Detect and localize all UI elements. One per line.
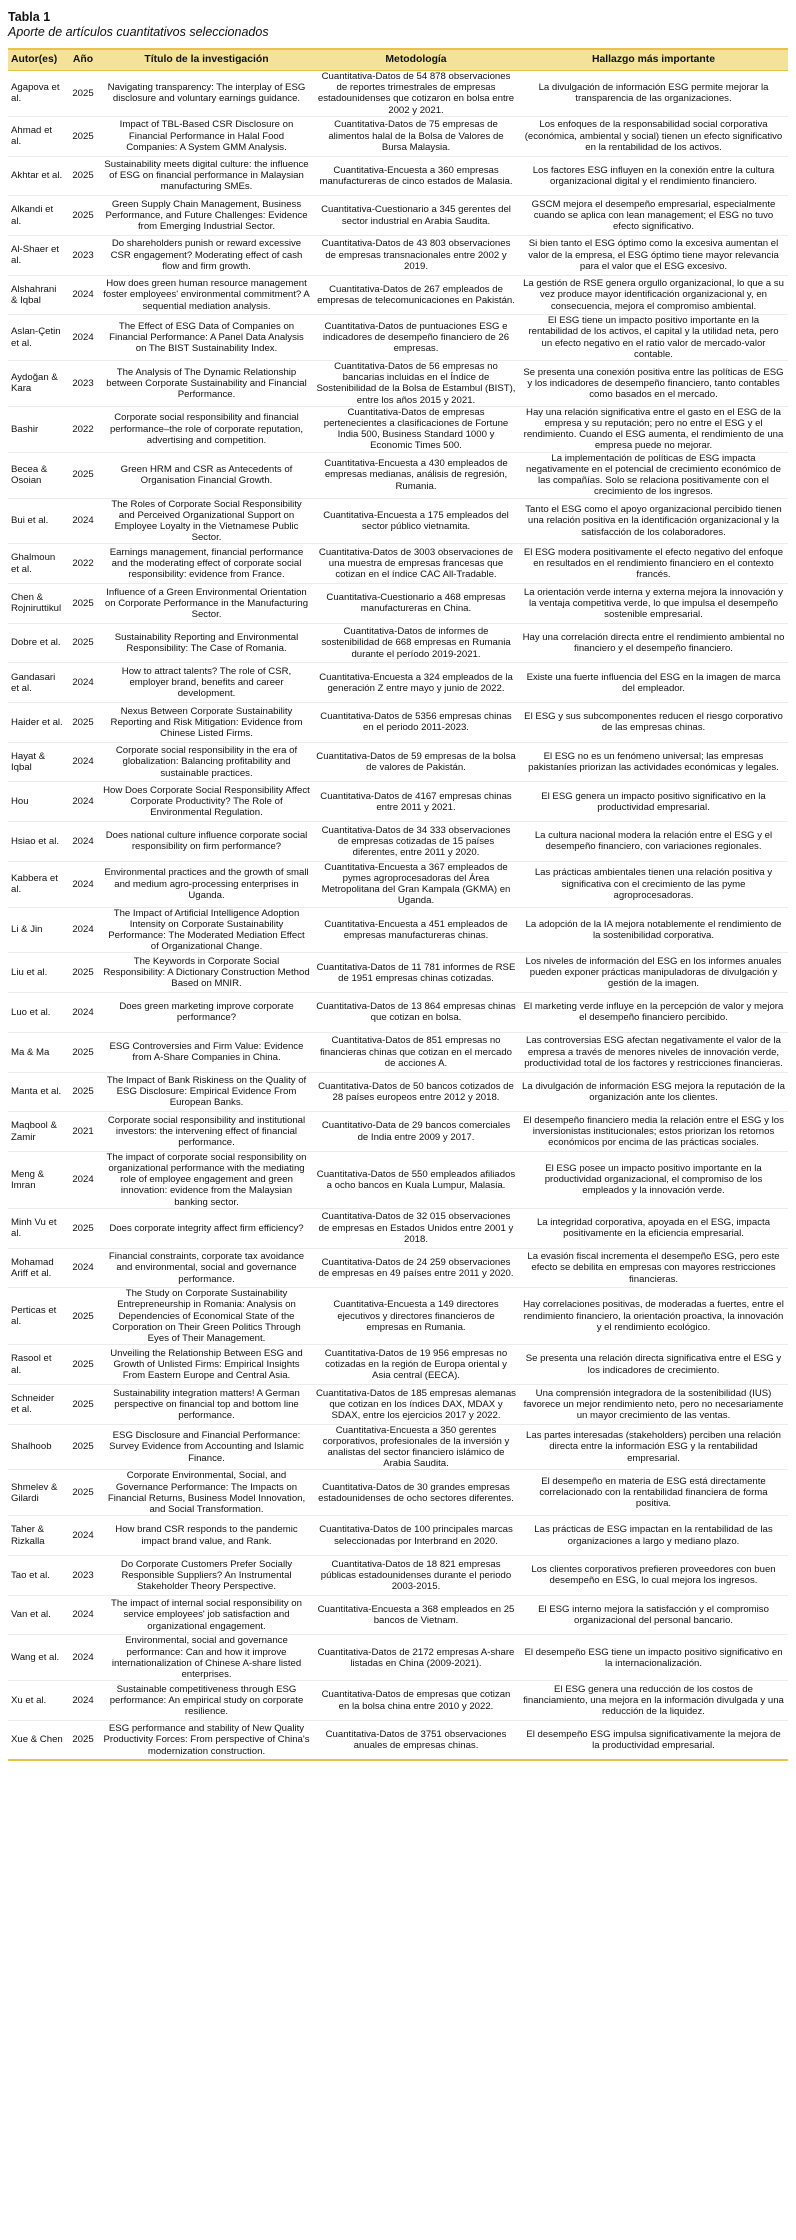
header-author: Autor(es) (8, 49, 66, 71)
author-cell: Mohamad Ariff et al. (11, 1256, 54, 1279)
year-cell: 2024 (72, 756, 94, 768)
title-cell: Impact of TBL-Based CSR Disclosure on Financial Performance in Halal Food Companies: A System GMM Analysis. (119, 119, 294, 153)
method-cell: Cuantitativa-Datos de 4167 empresas chinas entre 2011 y 2021. (320, 790, 512, 813)
author-cell: Aslan-Çetin et al. (11, 326, 61, 349)
year-cell: 2025 (72, 1222, 94, 1234)
table-row (8, 1595, 788, 1635)
table-row (8, 1635, 788, 1681)
method-cell: Cuantitativa-Encuesta a 149 directores ejecutivos y directores financieros de empresas en Rumania. (333, 1299, 499, 1333)
title-cell: Influence of a Green Environmental Orientation on Corporate Performance in the Manufacturing Sector. (104, 586, 309, 620)
method-cell: Cuantitativa-Datos de 3751 observaciones anuales de empresas chinas. (325, 1728, 507, 1751)
author-cell: Aydoğan & Kara (11, 372, 58, 395)
table-title: Tabla 1 (8, 10, 51, 24)
author-cell: Manta et al. (11, 1086, 62, 1098)
year-cell: 2024 (72, 1609, 94, 1621)
finding-cell: El ESG interno mejora la satisfacción y el compromiso organizacional del personal bancario. (538, 1603, 769, 1626)
method-cell: Cuantitativa-Encuesta a 430 empleados de empresas medianas, análisis de regresión, Rumania. (324, 458, 508, 492)
table-row (8, 1424, 788, 1470)
finding-cell: La adopción de la IA mejora notablemente el rendimiento de la sostenibilidad corporativa. (525, 918, 782, 942)
finding-cell: El desempeño ESG tiene un impacto positivo significativo en la internacionalización. (524, 1646, 783, 1669)
title-cell: How Does Corporate Social Responsibility Affect Corporate Productivity? The Role of Environmental Regulation. (103, 784, 310, 819)
title-cell: Does national culture influence corporate social responsibility on firm performance? (105, 830, 308, 853)
author-cell: Taher & Rizkalla (11, 1524, 45, 1547)
author-cell: Haider et al. (11, 716, 63, 728)
author-cell: Dobre et al. (11, 637, 61, 649)
method-cell: Cuantitativa-Encuesta a 175 empleados del sector público vietnamita. (323, 509, 509, 532)
table-row (8, 71, 788, 117)
method-cell: Cuantitativa-Datos de 550 empleados afiliados a ocho bancos en Kuala Lumpur, Malasia. (316, 1168, 516, 1191)
author-cell: Alshahrani & Iqbal (11, 283, 57, 306)
table-row (8, 953, 788, 993)
year-cell: 2025 (72, 170, 94, 182)
title-cell: Nexus Between Corporate Sustainability Reporting and Risk Mitigation: Evidence from Chinese Listed Firms. (110, 705, 303, 739)
table-row (8, 156, 788, 196)
year-cell: 2024 (72, 1174, 94, 1186)
finding-cell: La orientación verde interna y externa mejora la innovación y la ventaja competitiva verde, lo que impulsa el desempeño sostenible empresarial. (523, 586, 784, 620)
year-cell: 2025 (72, 87, 94, 99)
method-cell: Cuantitativo-Data de 29 bancos comerciales de India entre 2009 y 2017. (321, 1120, 511, 1143)
title-cell: Sustainability Reporting and Environmental Responsibility: The Case of Romania. (114, 631, 299, 655)
finding-cell: Si bien tanto el ESG óptimo como la excesiva aumentan el valor de la empresa, el ESG óptimo tiene mayor relevancia para el valor que el ESG excesivo. (528, 238, 779, 272)
finding-cell: El desempeño financiero media la relación entre el ESG y los inversionistas institucionales; estos priorizan los retornos económicos por encima de las prácticas sociales. (523, 1114, 784, 1149)
author-cell: Li & Jin (11, 924, 43, 936)
author-cell: Liu et al. (11, 967, 48, 979)
table-row (8, 1720, 788, 1760)
method-cell: Cuantitativa-Encuesta a 451 empleados de empresas manufactureras chinas. (324, 918, 508, 942)
method-cell: Cuantitativa-Encuesta a 360 empresas manufactureras de cinco estados de Malasia. (319, 164, 513, 187)
method-cell: Cuantitativa-Datos de 5356 empresas chinas en el periodo 2011-2023. (320, 711, 512, 734)
author-cell: Agapova et al. (11, 82, 60, 105)
table-row (8, 406, 788, 452)
author-cell: Meng & Imran (11, 1168, 45, 1191)
method-cell: Cuantitativa-Datos de empresas que cotizan en la bolsa china entre 2010 y 2022. (321, 1689, 511, 1712)
year-cell: 2023 (72, 377, 94, 389)
author-cell: Maqbool & Zamir (11, 1120, 57, 1143)
title-cell: The impact of internal social responsibility on service employees' job satisfaction and organizational engagement. (111, 1598, 302, 1632)
year-cell: 2025 (72, 597, 94, 609)
finding-cell: Los clientes corporativos prefieren proveedores con buen desempeño en ESG, lo cual mejora los ingresos. (531, 1564, 776, 1587)
year-cell: 2024 (72, 1694, 94, 1706)
year-cell: 2025 (72, 967, 94, 979)
year-cell: 2024 (72, 1530, 94, 1542)
year-cell: 2025 (72, 469, 94, 481)
finding-cell: La gestión de RSE genera orgullo organizacional, lo que a su vez produce mayor identificación organizacional y, en consecuencia, mejora el compromiso ambiental. (523, 278, 784, 312)
author-cell: Perticas et al. (11, 1305, 57, 1328)
method-cell: Cuantitativa-Datos de 75 empresas de alimentos halal de la Bolsa de Valores de Bursa Malaysia. (328, 119, 504, 153)
method-cell: Cuantitativa-Datos de 30 grandes empresas estadounidenses de ocho sectores diferentes. (318, 1481, 514, 1504)
author-cell: Luo et al. (11, 1006, 51, 1018)
table-row (8, 1151, 788, 1208)
title-cell: How does green human resource management foster employees' environmental commitment? A sequential mediation analysis. (103, 278, 310, 312)
method-cell: Cuantitativa-Encuesta a 368 empleados en 25 bancos de Vietnam. (317, 1603, 515, 1626)
year-cell: 2024 (72, 924, 94, 936)
title-cell: Sustainability meets digital culture: the influence of ESG on financial performance in Malaysian manufacturing SMEs. (104, 159, 309, 193)
title-cell: Do shareholders punish or reward excessive CSR engagement? Moderating effect of cash flow and firm growth. (110, 238, 303, 272)
method-cell: Cuantitativa-Cuestionario a 345 gerentes del sector industrial en Arabia Saudita. (321, 204, 511, 227)
title-cell: Corporate social responsibility and institutional investors: the intervening effect of financial performance. (107, 1114, 306, 1149)
table-row (8, 1072, 788, 1112)
author-cell: Shalhoob (11, 1441, 52, 1453)
table-row (8, 1681, 788, 1721)
title-cell: The Analysis of The Dynamic Relationship between Corporate Sustainability and Financial Performance. (106, 366, 307, 401)
author-cell: Hayat & Iqbal (11, 750, 46, 774)
finding-cell: El desempeño ESG impulsa significativamente la mejora de la productividad empresarial. (526, 1728, 781, 1751)
finding-cell: Los enfoques de la responsabilidad social corporativa (económica, ambiental y social) tienen un efecto significativo en la rentabilidad de los activos. (524, 119, 783, 153)
header-method: Metodología (313, 49, 519, 71)
year-cell: 2024 (72, 1652, 94, 1664)
title-cell: How to attract talents? The role of CSR, employer brand, benefits and career development. (121, 665, 292, 700)
method-cell: Cuantitativa-Cuestionario a 468 empresas manufactureras en China. (326, 592, 506, 615)
author-cell: Alkandi et al. (11, 204, 54, 227)
year-cell: 2024 (72, 835, 94, 847)
year-cell: 2024 (72, 332, 94, 344)
year-cell: 2025 (72, 1359, 94, 1371)
title-cell: The Impact of Artificial Intelligence Adoption Intensity on Corporate Sustainability Performance: The Moderated Mediation Effect of Organizational Change. (108, 907, 305, 953)
table-body (8, 71, 788, 1761)
method-cell: Cuantitativa-Datos de 56 empresas no bancarias incluidas en el Índice de Sostenibilidad de la Bolsa de Estambul (BIST), entre los años 2015 y 2021. (316, 361, 516, 406)
table-row (8, 584, 788, 624)
title-cell: Financial constraints, corporate tax avoidance and environmental, social and governance performance. (108, 1251, 305, 1285)
year-cell: 2024 (72, 1006, 94, 1018)
table-row (8, 1288, 788, 1345)
method-cell: Cuantitativa-Datos de 59 empresas de la bolsa de valores de Pakistán. (316, 750, 516, 774)
finding-cell: Las controversias ESG afectan negativamente el valor de la empresa a través de menores niveles de innovación verde, productividad total de los factores y restricciones financieras. (524, 1035, 783, 1069)
table-row (8, 235, 788, 275)
year-cell: 2024 (72, 1262, 94, 1274)
table-row (8, 907, 788, 953)
year-cell: 2025 (72, 1734, 94, 1746)
table-row (8, 1032, 788, 1072)
author-cell: Tao et al. (11, 1569, 50, 1581)
author-cell: Van et al. (11, 1609, 51, 1621)
method-cell: Cuantitativa-Datos de 34 333 observaciones de empresas cotizadas de 15 países diferentes, entre 2011 y 2020. (321, 824, 511, 859)
finding-cell: Los niveles de información del ESG en los informes anuales pueden exponer prácticas manipuladoras de divulgación y gestión de la imagen. (525, 955, 782, 990)
author-cell: Hsiao et al. (11, 835, 59, 847)
table-row (8, 1345, 788, 1385)
finding-cell: GSCM mejora el desempeño empresarial, especialmente cuando se aplica con lean management; el ESG no tuvo efecto significativo. (531, 198, 776, 233)
table-row (8, 703, 788, 743)
year-cell: 2023 (72, 1569, 94, 1581)
year-cell: 2025 (72, 1310, 94, 1322)
finding-cell: La divulgación de información ESG permite mejorar la transparencia de las organizaciones. (538, 82, 769, 105)
title-cell: Does corporate integrity affect firm efficiency? (109, 1222, 304, 1234)
method-cell: Cuantitativa-Datos de 185 empresas alemanas que cotizan en los índices DAX, MDAX y SDAX, entre los ejercicios 2017 y 2022. (316, 1387, 516, 1421)
finding-cell: Hay una correlación directa entre el rendimiento ambiental no financiero y el desempeño financiero. (522, 631, 785, 655)
finding-cell: La divulgación de información ESG mejora la reputación de la organización ante los clientes. (522, 1080, 785, 1103)
title-cell: The Roles of Corporate Social Responsibility and Perceived Organizational Support on Employee Loyalty in the Vietnamese Public Sector. (111, 498, 302, 544)
year-cell: 2021 (72, 1125, 94, 1137)
header-finding: Hallazgo más importante (519, 49, 788, 71)
table-row (8, 1470, 788, 1516)
finding-cell: Hay una relación significativa entre el gasto en el ESG de la empresa y su reputación; pero no entre el ESG y el rendimiento. Cuando el ESG aumenta, el rendimiento de una empresa puede no mejorar. (523, 406, 784, 452)
title-cell: ESG Controversies and Firm Value: Evidence from A-Share Companies in China. (109, 1040, 304, 1064)
year-cell: 2024 (72, 677, 94, 689)
year-cell: 2023 (72, 249, 94, 261)
method-cell: Cuantitativa-Datos de 11 781 informes de RSE de 1951 empresas chinas cotizadas. (316, 961, 516, 984)
table-row (8, 1208, 788, 1248)
title-cell: Green HRM and CSR as Antecedents of Organisation Financial Growth. (120, 463, 293, 487)
title-cell: ESG performance and stability of New Quality Productivity Forces: From perspective of China's modernization construction. (103, 1723, 310, 1757)
table-row (8, 315, 788, 361)
title-cell: The Study on Corporate Sustainability Entrepreneurship in Romania: Analysis on Dependencies of Economical State of the Corporation on Their Green Politics Through Eyes of Their Management. (112, 1288, 301, 1345)
method-cell: Cuantitativa-Datos de 54 878 observaciones de reportes trimestrales de empresas estadounidenses que cotizaron en bolsa entre 2002 y 2021. (317, 71, 515, 116)
finding-cell: Los factores ESG influyen en la conexión entre la cultura organizacional digital y el rendimiento financiero. (532, 164, 775, 187)
year-cell: 2025 (72, 716, 94, 728)
method-cell: Cuantitativa-Datos de 18 821 empresas públicas estadounidenses durante el periodo 2003-2015. (320, 1558, 512, 1592)
finding-cell: El desempeño en materia de ESG está directamente correlacionado con la rentabilidad financiera de forma positiva. (539, 1476, 768, 1510)
table-row (8, 1516, 788, 1556)
finding-cell: Las partes interesadas (stakeholders) perciben una relación directa entre la información ESG y la rentabilidad empresarial. (526, 1430, 781, 1464)
table-row (8, 361, 788, 407)
method-cell: Cuantitativa-Encuesta a 324 empleados de la generación Z entre mayo y junio de 2022. (319, 671, 513, 694)
finding-cell: El ESG posee un impacto positivo importante en la productividad organizacional, el compromiso de los empleados y la innovación verde. (544, 1163, 763, 1197)
table-row (8, 742, 788, 782)
year-cell: 2024 (72, 515, 94, 527)
table-row (8, 993, 788, 1033)
method-cell: Cuantitativa-Datos de puntuaciones ESG e indicadores de desempeño financiero de 26 empresas. (322, 320, 510, 355)
author-cell: Minh Vu et al. (11, 1217, 57, 1240)
table-row (8, 1112, 788, 1152)
title-cell: Environmental practices and the growth of small and medium agro-processing enterprises in Uganda. (104, 867, 309, 901)
table-row (8, 498, 788, 544)
finding-cell: Hay correlaciones positivas, de moderadas a fuertes, entre el rendimiento financiero, la orientación proactiva, la innovación y el rendimiento ecológico. (523, 1299, 784, 1333)
title-cell: Corporate Environmental, Social, and Governance Performance: The Impacts on Financial Returns, Business Model Innovation, and Social Transformation. (107, 1470, 306, 1516)
finding-cell: La evasión fiscal incrementa el desempeño ESG, pero este efecto se debilita en empresas con mayores restricciones financieras. (527, 1251, 780, 1285)
method-cell: Cuantitativa-Encuesta a 367 empleados de pymes agroprocesadoras del Área Metropolitana del Gran Kampala (GKMA) en Uganda. (321, 861, 511, 907)
finding-cell: El ESG genera una reducción de los costos de financiamiento, una mejora en la información divulgada y una reducción de la liquidez. (523, 1683, 784, 1718)
finding-cell: La implementación de políticas de ESG impacta negativamente en el potencial de crecimiento económico de las compañías. Solo se relaciona positivamente con el crecimiento de los ingresos. (526, 452, 781, 498)
header-title: Título de la investigación (100, 49, 313, 71)
year-cell: 2024 (72, 289, 94, 301)
year-cell: 2025 (72, 1046, 94, 1058)
author-cell: Kabbera et al. (11, 873, 58, 896)
title-cell: The Keywords in Corporate Social Responsibility: A Dictionary Construction Method Based on MNIR. (103, 955, 310, 990)
author-cell: Akhtar et al. (11, 170, 63, 182)
author-cell: Bui et al. (11, 515, 49, 527)
method-cell: Cuantitativa-Datos de 267 empleados de empresas de telecomunicaciones en Pakistán. (317, 283, 515, 306)
table-row (8, 275, 788, 315)
table-row (8, 544, 788, 584)
author-cell: Ma & Ma (11, 1046, 50, 1058)
header-year: Año (66, 49, 100, 71)
author-cell: Rasool et al. (11, 1353, 52, 1376)
table-subtitle: Aporte de artículos cuantitativos seleccionados (8, 25, 269, 39)
author-cell: Ahmad et al. (11, 124, 53, 148)
title-cell: Corporate social responsibility in the era of globalization: Balancing profitability and sustainable practices. (115, 745, 298, 779)
finding-cell: El ESG y sus subcomponentes reducen el riesgo corporativo de las empresas chinas. (524, 711, 783, 734)
title-cell: Do Corporate Customers Prefer Socially Responsible Suppliers? An Instrumental Stakeholder Theory Perspective. (120, 1558, 293, 1592)
year-cell: 2024 (72, 878, 94, 890)
author-cell: Ghalmoun et al. (11, 552, 56, 575)
finding-cell: La cultura nacional modera la relación entre el ESG y el desempeño financiero, con variaciones regionales. (534, 830, 773, 853)
table-row (8, 1384, 788, 1424)
author-cell: Gandasari et al. (11, 671, 56, 694)
method-cell: Cuantitativa-Datos de 13 864 empresas chinas que cotizan en bolsa. (316, 1001, 516, 1024)
table-row (8, 196, 788, 236)
table-row (8, 861, 788, 907)
studies-table (8, 48, 788, 1761)
finding-cell: Existe una fuerte influencia del ESG en la imagen de marca del empleador. (526, 671, 781, 694)
method-cell: Cuantitativa-Datos de informes de sostenibilidad de 668 empresas en Rumania durante el período 2019-2021. (321, 626, 511, 660)
method-cell: Cuantitativa-Datos de empresas pertenecientes a clasificaciones de Fortune India 500, Business Standard 1000 y Economic Times 500. (323, 406, 509, 452)
method-cell: Cuantitativa-Datos de 43 803 observaciones de empresas transnacionales entre 2002 y 2019. (321, 238, 511, 272)
finding-cell: El ESG genera un impacto positivo significativo en la productividad empresarial. (541, 790, 766, 813)
method-cell: Cuantitativa-Datos de 24 259 observaciones de empresas en 49 países entre 2011 y 2020. (318, 1256, 514, 1279)
table-row (8, 782, 788, 822)
author-cell: Becea & Osoian (11, 463, 48, 487)
finding-cell: Se presenta una relación directa significativa entre el ESG y los indicadores de crecimiento. (525, 1353, 782, 1376)
year-cell: 2025 (72, 637, 94, 649)
table-row (8, 452, 788, 498)
author-cell: Xu et al. (11, 1694, 47, 1706)
finding-cell: Tanto el ESG como el apoyo organizacional percibido tienen una relación positiva en la identificación organizacional y la satisfacción de los colaboradores. (525, 504, 782, 538)
author-cell: Chen & Rojniruttikul (11, 592, 62, 615)
author-cell: Wang et al. (11, 1652, 60, 1664)
author-cell: Schneider et al. (11, 1393, 55, 1416)
finding-cell: Las prácticas ambientales tienen una relación positiva y significativa con el crecimiento de las pyme agroprocesadoras. (534, 867, 773, 901)
author-cell: Shmelev & Gilardi (11, 1481, 58, 1504)
year-cell: 2024 (72, 796, 94, 808)
year-cell: 2025 (72, 1086, 94, 1098)
year-cell: 2025 (72, 1398, 94, 1410)
finding-cell: Las prácticas de ESG impactan en la rentabilidad de las organizaciones a largo y mediano plazo. (534, 1524, 773, 1547)
title-cell: Navigating transparency: The interplay of ESG disclosure and voluntary earnings guidance. (107, 82, 306, 105)
year-cell: 2025 (72, 130, 94, 142)
title-cell: ESG Disclosure and Financial Performance: Survey Evidence from Accounting and Islamic Finance. (109, 1430, 304, 1464)
title-cell: Sustainable competitiveness through ESG performance: An empirical study on corporate resilience. (109, 1683, 304, 1718)
author-cell: Xue & Chen (11, 1734, 63, 1746)
author-cell: Bashir (11, 423, 39, 435)
title-cell: Green Supply Chain Management, Business Performance, and Future Challenges: Evidence from Emerging Industrial Sector. (105, 198, 308, 233)
year-cell: 2022 (72, 558, 94, 570)
finding-cell: El ESG no es un fenómeno universal; las empresas pakistaníes priorizan las actividades económicas y legales. (528, 750, 779, 774)
method-cell: Cuantitativa-Datos de 851 empresas no financieras chinas que cotizan en el mercado de acciones A. (320, 1035, 512, 1069)
table-row (8, 822, 788, 862)
title-cell: The Effect of ESG Data of Companies on Financial Performance: A Panel Data Analysis on The BIST Sustainability Index. (109, 320, 304, 355)
table-row (8, 1555, 788, 1595)
year-cell: 2025 (72, 209, 94, 221)
author-cell: Al-Shaer et al. (11, 244, 59, 267)
title-cell: Does green marketing improve corporate performance? (119, 1001, 294, 1024)
title-cell: Environmental, social and governance performance: Can and how it improve internationalization of Chinese A-share listed enterprises. (111, 1635, 302, 1680)
method-cell: Cuantitativa-Datos de 32 015 observaciones de empresas en Estados Unidos entre 2001 y 2018. (318, 1211, 514, 1245)
author-cell: Hou (11, 796, 29, 808)
finding-cell: Una comprensión integradora de la sostenibilidad (IUS) favorece un mejor rendimiento neto, pero no necesariamente un mayor crecimiento de las ventas. (523, 1387, 784, 1421)
year-cell: 2022 (72, 423, 94, 435)
title-cell: Corporate social responsibility and financial performance–the role of corporate reputation, advertising and competition. (109, 412, 304, 446)
table-row (8, 1248, 788, 1288)
finding-cell: La integridad corporativa, apoyada en el ESG, impacta positivamente en la eficiencia empresarial. (536, 1217, 771, 1240)
title-cell: Sustainability integration matters! A German perspective on financial top and bottom line performance. (113, 1387, 300, 1421)
title-cell: The Impact of Bank Riskiness on the Quality of ESG Disclosure: Empirical Evidence From European Banks. (106, 1075, 307, 1109)
method-cell: Cuantitativa-Datos de 2172 empresas A-share listadas en China (2009-2021). (317, 1646, 515, 1669)
table-header (8, 49, 788, 71)
title-cell: Earnings management, financial performance and the moderating effect of corporate social responsibility: evidence from France. (109, 546, 304, 581)
year-cell: 2025 (72, 1487, 94, 1499)
finding-cell: Se presenta una conexión positiva entre las políticas de ESG y los indicadores de desempeño financiero, tanto contables como basados en el mercado. (523, 366, 784, 401)
title-cell: The impact of corporate social responsibility on organizational performance with the mediating role of employee engagement and green innovation: evidence from the Malaysian banking sector. (106, 1151, 307, 1208)
finding-cell: El marketing verde influye en la percepción de valor y mejora el desempeño financiero percibido. (523, 1001, 784, 1024)
method-cell: Cuantitativa-Datos de 19 956 empresas no cotizadas en la región de Europa oriental y Asia central (EECA). (324, 1347, 508, 1382)
table-row (8, 623, 788, 663)
title-cell: How brand CSR responds to the pandemic impact brand value, and Rank. (115, 1524, 298, 1547)
table-row (8, 663, 788, 703)
method-cell: Cuantitativa-Datos de 100 principales marcas seleccionadas por Interbrand en 2020. (319, 1524, 513, 1547)
method-cell: Cuantitativa-Datos de 50 bancos cotizados de 28 países europeos entre 2012 y 2018. (318, 1080, 514, 1103)
title-cell: Unveiling the Relationship Between ESG and Growth of Unlisted Firms: Empirical Insights From Eastern Europe and Central Asia. (110, 1347, 303, 1382)
finding-cell: El ESG modera positivamente el efecto negativo del enfoque en resultados en el rendimiento financiero en el contexto francés. (523, 546, 784, 581)
method-cell: Cuantitativa-Encuesta a 350 gerentes corporativos, profesionales de la inversión y analistas del sector financiero islámico de Arabia Saudita. (322, 1424, 510, 1470)
finding-cell: El ESG tiene un impacto positivo importante en la rentabilidad de los activos, el capital y la utilidad neta, pero un efecto negativo en el ratio valor de mercado-valor contable. (528, 315, 779, 360)
method-cell: Cuantitativa-Datos de 3003 observaciones de una muestra de empresas francesas que cotizan en el índice CAC All-Tradable. (318, 546, 514, 581)
table-row (8, 116, 788, 156)
year-cell: 2025 (72, 1441, 94, 1453)
